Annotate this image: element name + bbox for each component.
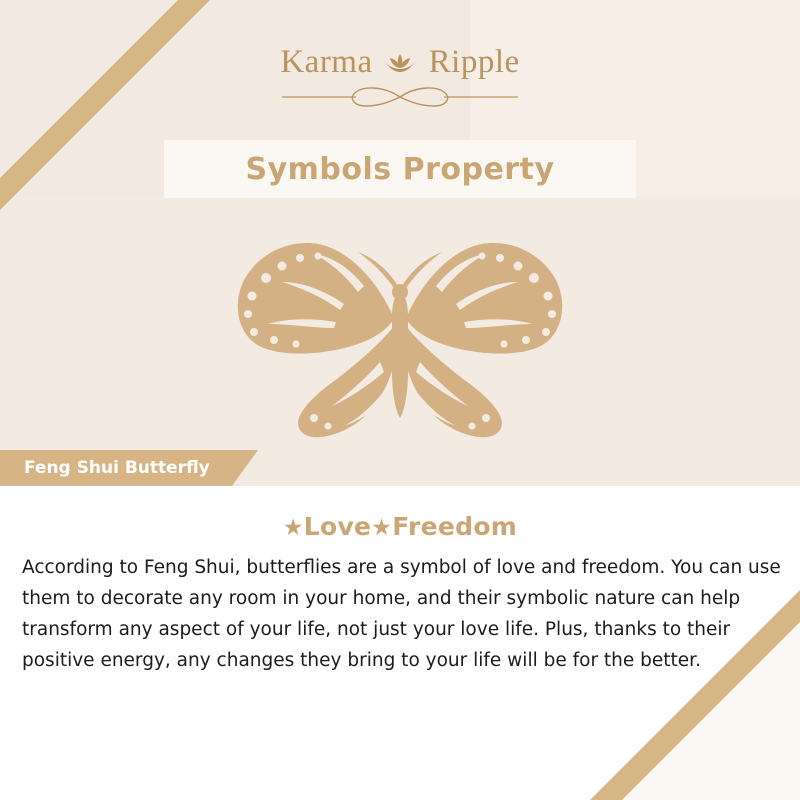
ribbon-tail (232, 450, 258, 486)
star-icon-middle: ★ (371, 515, 393, 541)
brand-logo-text (280, 44, 519, 81)
subtitle (0, 512, 800, 541)
lotus-infinity-icon (368, 50, 432, 84)
page-title-band (164, 140, 636, 198)
brand-name-left: Karma (280, 44, 373, 80)
page-title: Symbols Property (245, 151, 555, 187)
subtitle-love: Love (303, 512, 372, 541)
body-paragraph: According to Feng Shui, butterflies are a symbol of love and freedom. You can use them to decorate any room in your home, and their symbolic nature can help transform any aspect of your life, not just your love life. Plus, thanks to their positive energy, any changes they bring to your life will be for the better. (22, 557, 781, 671)
butterfly-illustration (218, 222, 582, 452)
ribbon-label-text: Feng Shui Butterfly (24, 458, 210, 478)
brand-logo (0, 44, 800, 81)
corner-decor-top-left-inner (0, 0, 178, 178)
infinity-flourish-icon (280, 86, 520, 108)
star-icon-left: ★ (282, 515, 304, 541)
subtitle-freedom: Freedom (392, 512, 518, 541)
ribbon-label (0, 450, 232, 486)
brand-name-right: Ripple (428, 44, 520, 80)
